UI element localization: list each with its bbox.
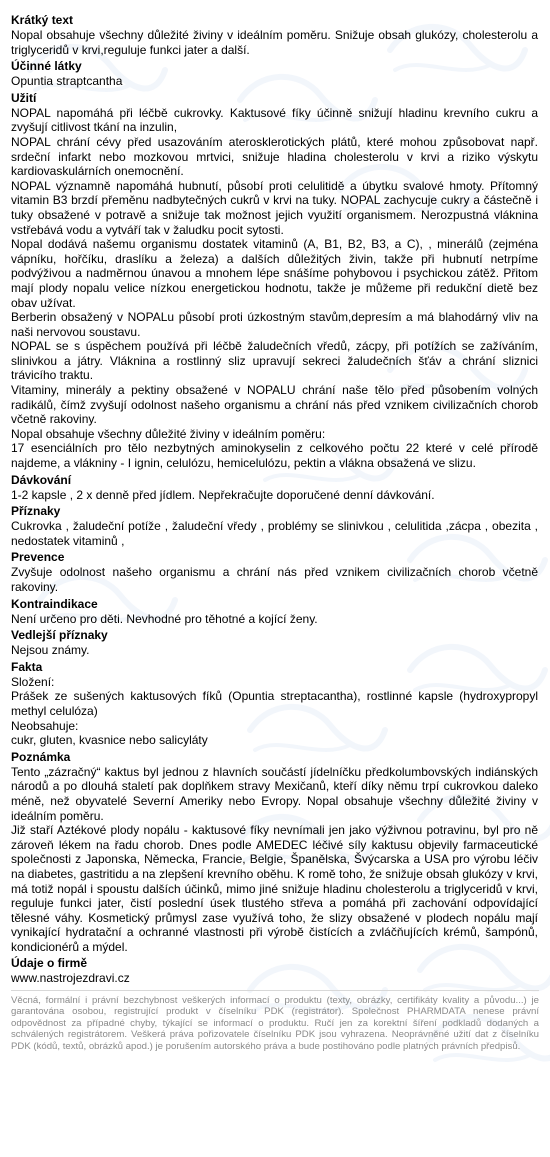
section-paragraph: Cukrovka , žaludeční potíže , žaludeční vředy , problémy se slinivkou , celulitida ,zácpa , obezita , nedostatek vitaminů , [11, 519, 538, 548]
section-title: Dávkování [11, 472, 72, 487]
section-paragraph: 17 esenciálních pro tělo nezbytných aminokyselin z celkového počtu 22 které v celé přírodě najdeme, a vlákniny - I ignin, celulózu, hemicelulózu, pektin a vlákna obsažená ve slizu. [11, 441, 538, 471]
section-paragraph: Opuntia straptcantha [11, 74, 123, 89]
section-title: Příznaky [11, 504, 61, 519]
section-paragraph: NOPAL se s úspěchem používá při léčbě žaludečních vředů, zácpy, při potížích se zažíváním, slinivkou a játry. Vláknina a rostlinný sliz upravují sekreci žaludečních šťáv a chrání sliznici trávicího traktu. [11, 339, 538, 383]
section-paragraph: Zvyšuje odolnost našeho organismu a chrání nás před vznikem civilizačních chorob včetně rakoviny. [11, 565, 538, 594]
section-paragraph: NOPAL významně napomáhá hubnutí, působí proti celulitidě a úbytku svalové hmoty. Přítomný vitamin B3 brzdí přeměnu nadbytečných cukrů v krvi na tuky. NOPAL zachycuje cukry a částečně i tuky obsažené v potravě a snižuje tak možnost jejich využití organismem. Nerozpustná vláknina vstřebává vodu a vytváří tak v žaludku pocit sytosti. [11, 178, 538, 237]
section-title: Krátký text [11, 13, 74, 27]
section-body [11, 565, 538, 594]
section-paragraph: www.nastrojezdravi.cz [11, 971, 130, 986]
section-title: Účinné látky [11, 59, 82, 74]
section-paragraph: Nejsou známy. [11, 643, 90, 658]
section-paragraph: Nopal obsahuje všechny důležité živiny v ideálním poměru. Snižuje obsah glukózy, cholesterolu a triglyceridů v krvi,reguluje funkci jater a další. [11, 28, 538, 57]
section-body [11, 643, 538, 658]
section-body [11, 971, 538, 986]
section-paragraph: Neobsahuje: [11, 718, 79, 733]
section-paragraph: Tento „zázračný“ kaktus byl jednou z hlavních součástí jídelníčku předkolumbovských indiánských národů a po dlouhá staletí pak doplňkem stravy Mexičanů, kteří díky němu trpí cukrovkou daleko méně, než obyvatelé Severní Ameriky nebo Evropy. Nopal obsahuje všechny důležité živiny v ideálním poměru. [11, 764, 538, 823]
section-paragraph: Prášek ze sušených kaktusových fíků (Opuntia streptacantha), rostlinné kapsle (hydroxypropyl methyl celulóza) [11, 689, 538, 718]
section-paragraph: NOPAL chrání cévy před usazováním aterosklerotických plátů, které mohou způsobovat např. srdeční infarkt nebo mozkovou mrtvici, snižuje hladina cholesterolu v krvi a riziko výskytu kardiovaskulárních onemocnění. [11, 134, 538, 179]
section-body [11, 74, 538, 89]
section-body [11, 675, 538, 748]
section-paragraph: Berberin obsažený v NOPALu působí proti úzkostným stavům,depresím a má blahodárný vliv na naši nervovou soustavu. [11, 310, 538, 339]
section-paragraph: Složení: [11, 674, 55, 689]
section-title: Kontraindikace [11, 596, 98, 611]
section-paragraph: Nopal dodává našemu organismu dostatek vitaminů (A, B1, B2, B3, a C), , minerálů (zejména vápníku, hořčíku, draslíku a železa) a dalších důležitých živin, takže při hubnutí netrpíme podvýživou a nadměrnou únavou a mnohem lépe snášíme pohybovou i psychickou zátěž. Přitom mají plody nopalu velice nízkou energetickou hodnotu, takže je můžeme při redukční dietě bez obav užívat. [11, 237, 538, 310]
section-body [11, 28, 538, 57]
section-paragraph: NOPAL napomáhá při léčbě cukrovky. Kaktusové fíky účinně snižují hladinu krevního cukru a zvyšují citlivost tkání na inzulin, [11, 105, 538, 135]
section-title: Údaje o firmě [11, 956, 88, 971]
section-paragraph: Již staří Aztékové plody nopálu - kaktusové fíky nevnímali jen jako výživnou potravinu, byl pro ně zároveň lékem na řadu chorob. Dnes podle AMEDEC léčivé síly kaktusu objevily farmaceutické společnosti z Japonska, Německa, Francie, Belgie, Španělska, Švýcarska a USA pro výrobu léčiv na diabetes, gastritidu a na zlepšení krevního oběhu. K romě toho, že snižuje obsah glukózy v krvi, má totiž nopál i spoustu dalších účinků, mimo jiné snižuje hladinu cholesterolu a triglyceridů v krvi, reguluje funkci jater, čistí poslední úsek tlustého střeva a pomáhá při zachování odpovídající tělesné váhy. Kosmetický průmysl zase využívá toho, že slizy obsažené v plodech nopálu mají vynikající hydratační a ochranné vlastnosti při výrobě čistících a zvláčňujících krémů, šampónů, kondicionérů a mýdel. [11, 823, 538, 954]
section-paragraph: cukr, gluten, kvasnice nebo salicyláty [11, 733, 208, 748]
section-title: Prevence [11, 550, 65, 565]
section-paragraph: Nopal obsahuje všechny důležité živiny v ideálním poměru: [11, 426, 326, 441]
section-title: Fakta [11, 659, 43, 674]
section-body [11, 765, 538, 955]
section-paragraph: Není určeno pro děti. Nevhodné pro těhotné a kojící ženy. [11, 611, 318, 626]
section-title: Vedlejší příznaky [11, 628, 108, 643]
section-body [11, 519, 538, 548]
section-body [11, 488, 538, 503]
section-body [11, 612, 538, 627]
section-title: Užití [11, 90, 37, 105]
section-title: Poznámka [11, 749, 71, 764]
section-body [11, 106, 538, 471]
section-paragraph: 1-2 kapsle , 2 x denně před jídlem. Nepřekračujte doporučené denní dávkování. [11, 487, 435, 502]
section-paragraph: Vitaminy, minerály a pektiny obsažené v NOPALU chrání naše tělo před působením volných radikálů, čímž zvyšují odolnost našeho organismu a chrání nás před vznikem civilizačních chorob včetně rakoviny. [11, 383, 538, 427]
legal-disclaimer: Věcná, formální i právní bezchybnost veškerých informací o produktu (texty, obrázky, certifikáty kvality a původu...) je garantována osobou, registrující produkt v číselníku PDK (registrátor). Společnost PHARMDATA nenese právní odpovědnost za případné chyby, týkající se informací o produktu. Ručí jen za korektní šíření podkladů dodaných a schválených registrátorem. Veškerá práva pořizovatele číselníku PDK jsou vyhrazena. Neoprávněné užití dat z číselníku PDK (kódů, textů, obrázků apod.) je porušením autorského práva a bude postihováno podle platných právních předpisů. [11, 990, 539, 1052]
